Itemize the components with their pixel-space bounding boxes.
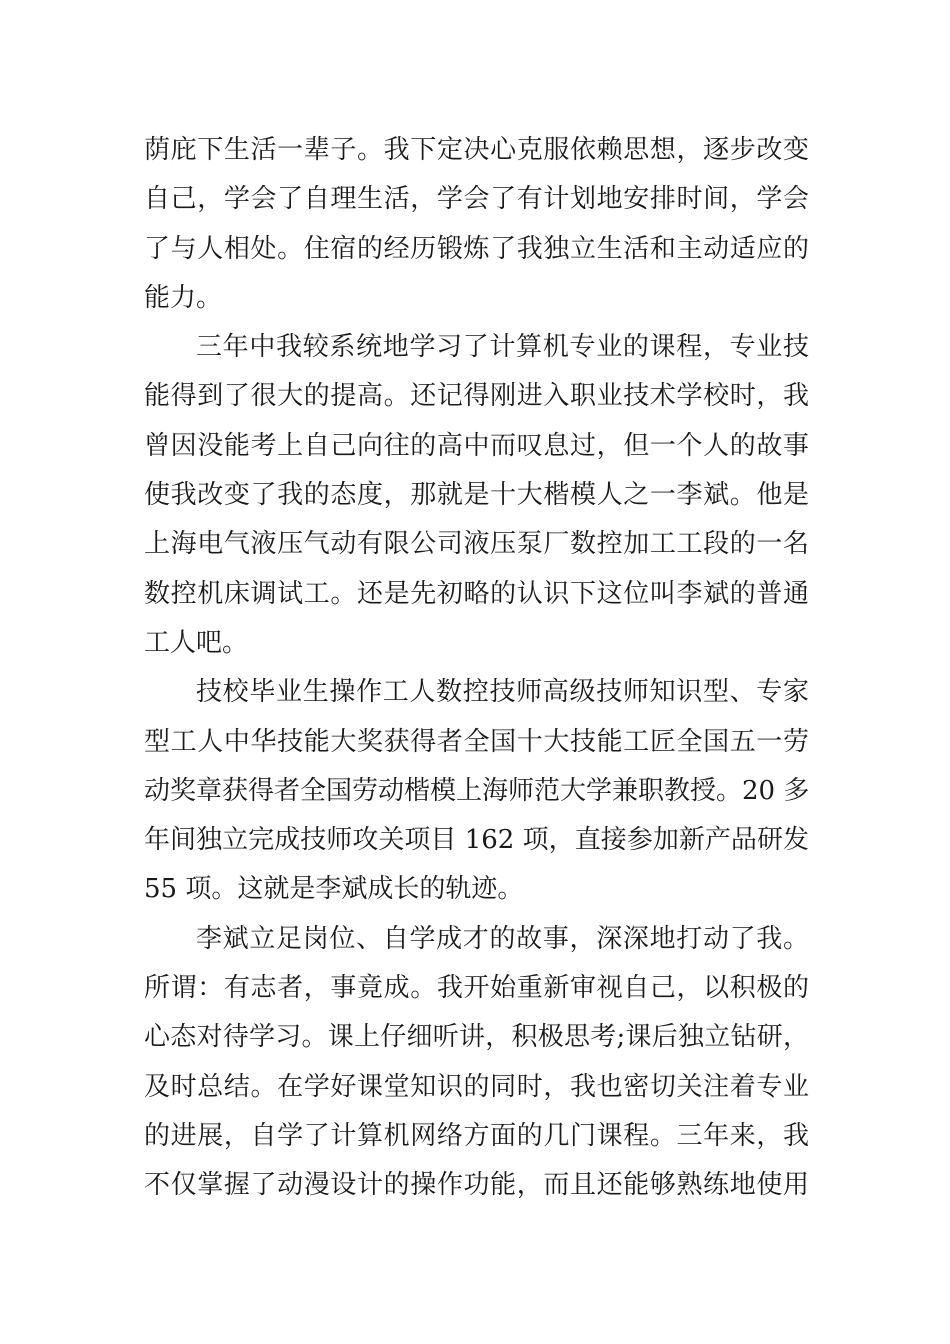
text-line: 型工人中华技能大奖获得者全国十大技能工匠全国五一劳 — [144, 726, 809, 757]
text-line: 能得到了很大的提高。还记得刚进入职业技术学校时，我 — [144, 381, 809, 412]
text-line: 数控机床调试工。还是先初略的认识下这位叫李斌的普通 — [144, 578, 809, 609]
text-line: 荫庇下生活一辈子。我下定决心克服依赖思想，逐步改变 — [144, 135, 809, 165]
text-line: 55 项。这就是李斌成长的轨迹。 — [144, 874, 524, 905]
text-line: 能力。 — [144, 282, 223, 313]
text-line: 及时总结。在学好课堂知识的同时，我也密切关注着专业 — [144, 1071, 809, 1102]
text-line: 曾因没能考上自己向往的高中而叹息过，但一个人的故事 — [144, 430, 809, 461]
text-line: 工人吧。 — [144, 627, 249, 658]
text-line: 所谓：有志者，事竟成。我开始重新审视自己，以积极的 — [144, 973, 809, 1004]
text-line: 的进展，自学了计算机网络方面的几门课程。三年来，我 — [144, 1120, 809, 1151]
text-line: 上海电气液压气动有限公司液压泵厂数控加工工段的一名 — [144, 529, 809, 560]
text-line: 不仅掌握了动漫设计的操作功能，而且还能够熟练地使用 — [144, 1170, 809, 1201]
paragraph-start-line: 技校毕业生操作工人数控技师高级技师知识型、专家 — [196, 677, 809, 708]
text-line: 动奖章获得者全国劳动楷模上海师范大学兼职教授。20 多 — [144, 775, 810, 806]
paragraph-start-line: 李斌立足岗位、自学成才的故事，深深地打动了我。 — [196, 923, 809, 954]
text-line: 使我改变了我的态度，那就是十大楷模人之一李斌。他是 — [144, 480, 809, 511]
text-line: 了与人相处。住宿的经历锻炼了我独立生活和主动适应的 — [144, 233, 809, 264]
paragraph-start-line: 三年中我较系统地学习了计算机专业的课程，专业技 — [196, 332, 809, 363]
text-line: 心态对待学习。课上仔细听讲，积极思考;课后独立钻研， — [144, 1022, 809, 1053]
body-text — [144, 126, 809, 1211]
text-line: 自己，学会了自理生活，学会了有计划地安排时间，学会 — [144, 184, 809, 215]
text-line: 年间独立完成技师攻关项目 162 项，直接参加新产品研发 — [144, 825, 809, 856]
